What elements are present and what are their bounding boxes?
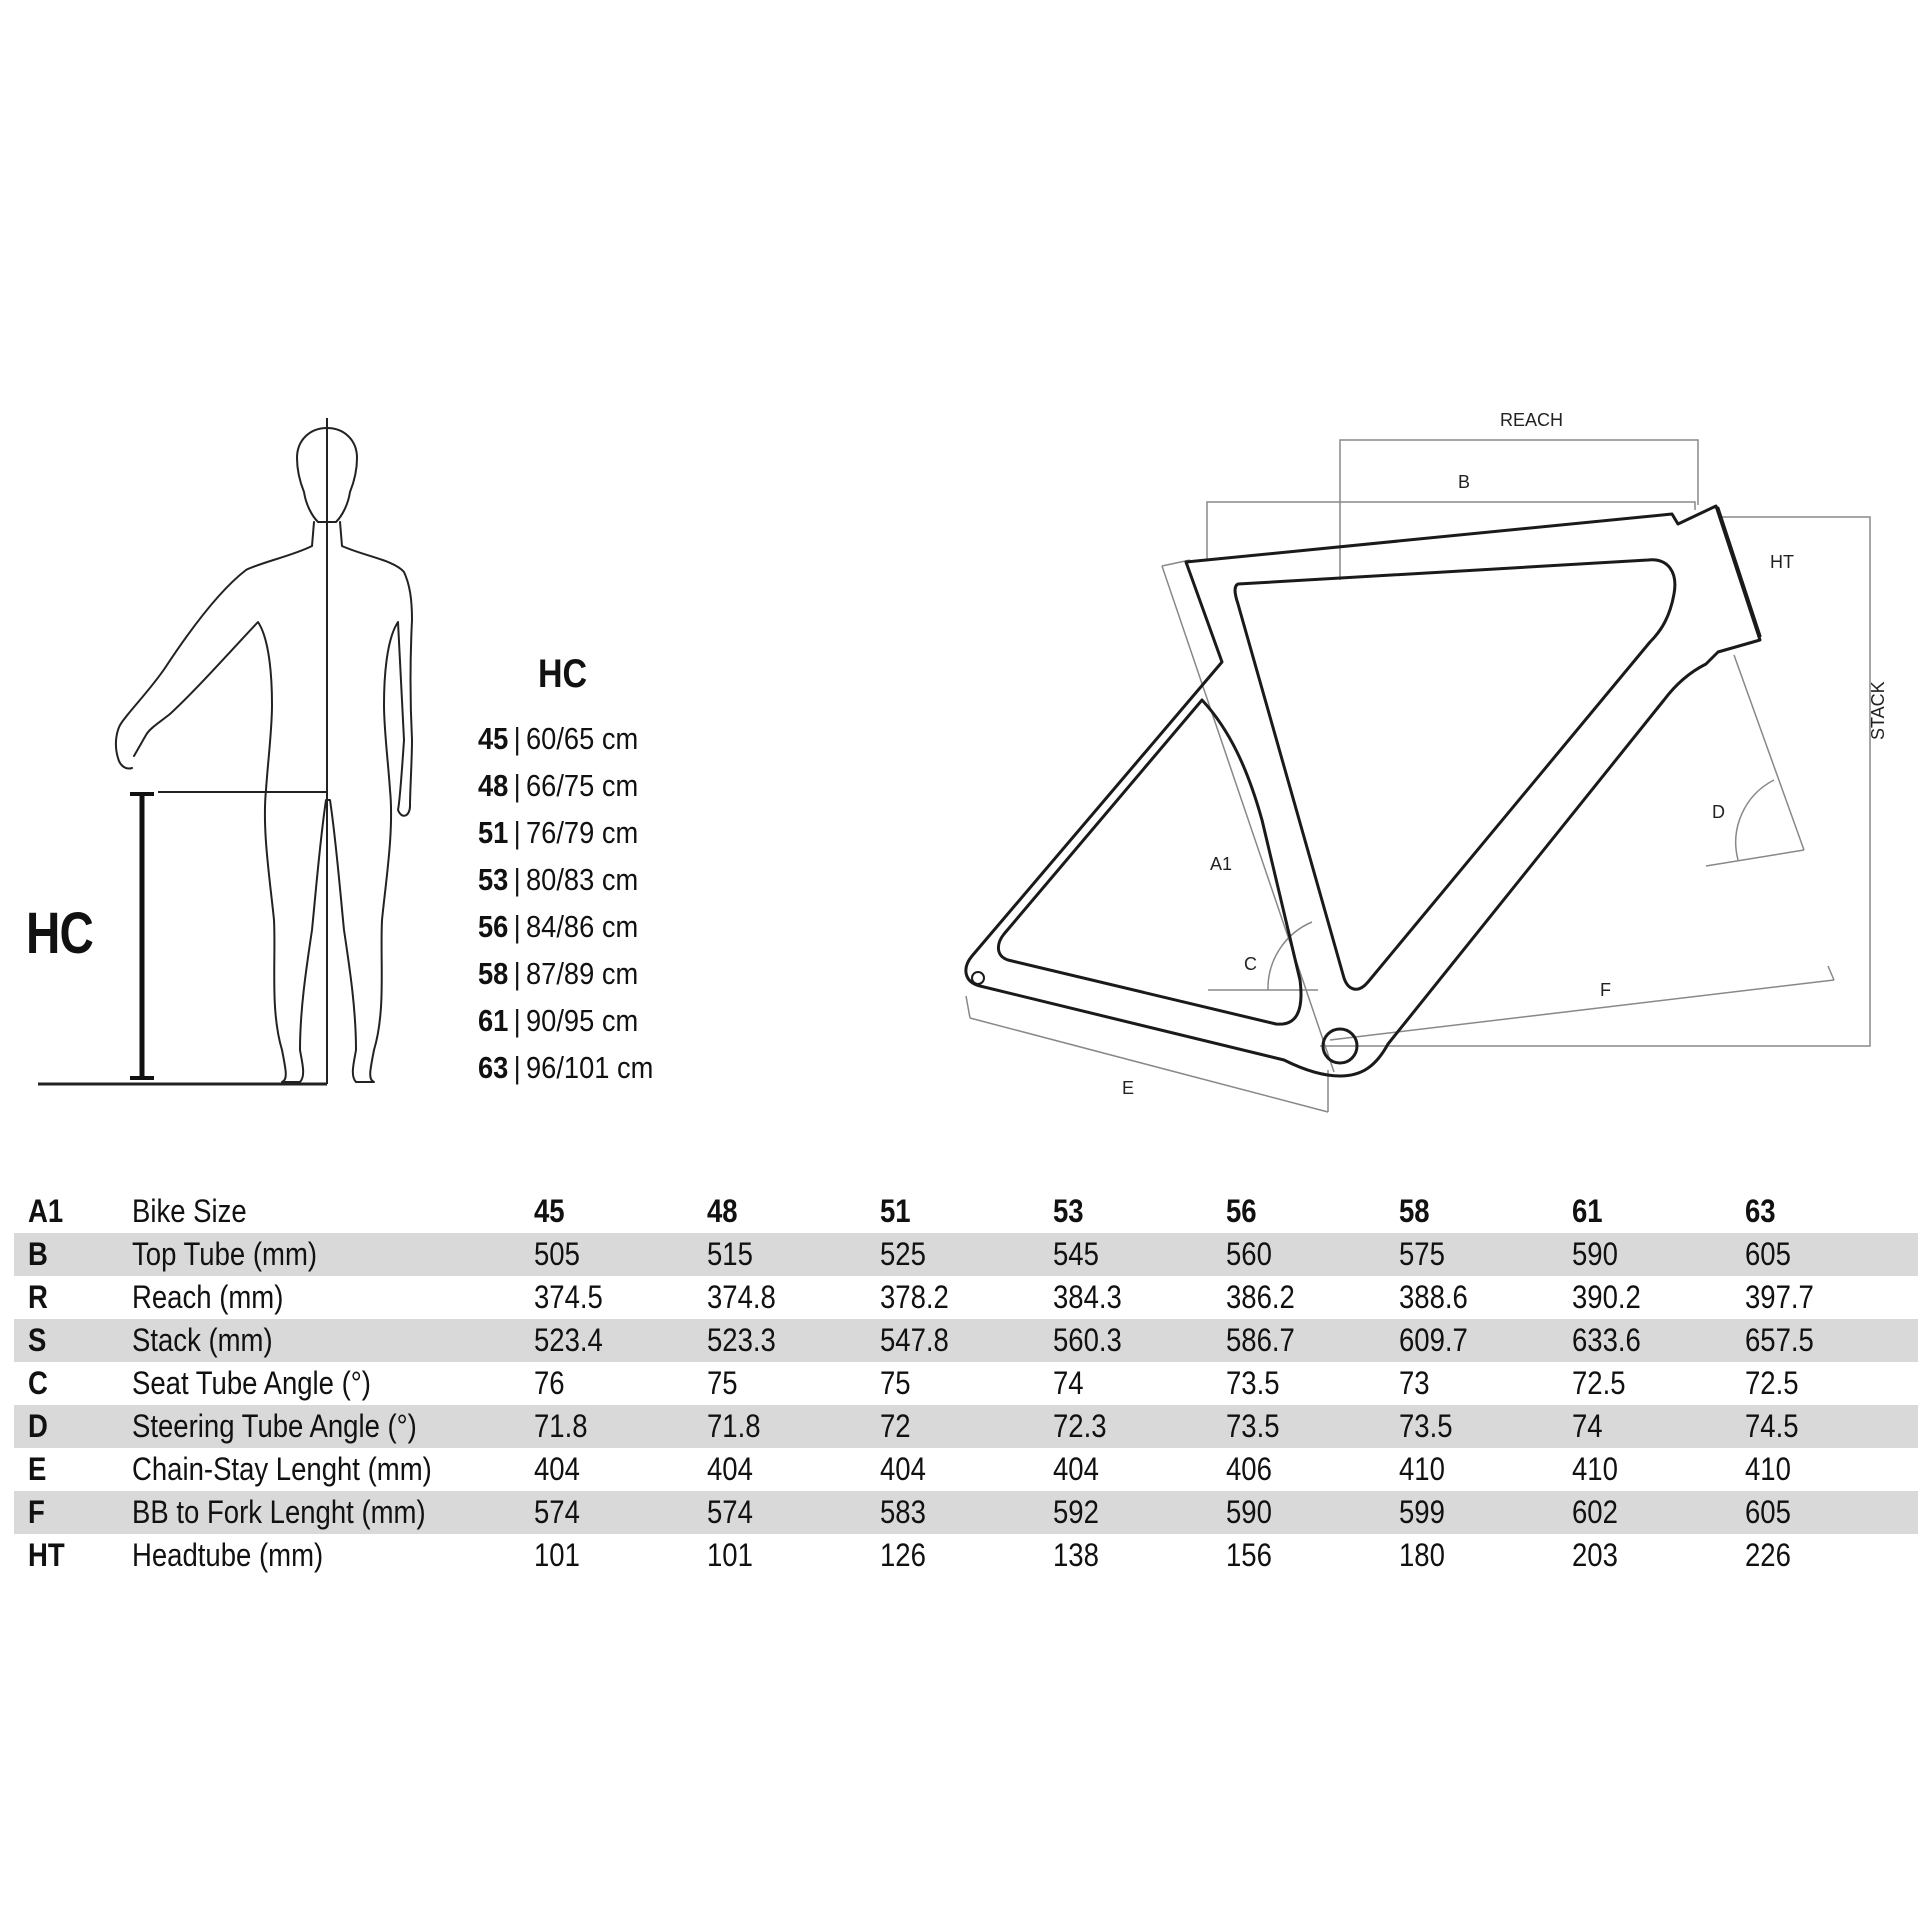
hc-size-value: 53 (478, 862, 509, 897)
row-value (1053, 1405, 1226, 1448)
row-value (1053, 1276, 1226, 1319)
head-angle-guide (1734, 655, 1804, 850)
hc-size-separator: | (513, 909, 521, 944)
row-label (132, 1534, 534, 1577)
row-value (1572, 1233, 1745, 1276)
label-ht: HT (1770, 552, 1794, 572)
row-label-text: Headtube (mm) (132, 1537, 324, 1573)
hc-size-separator: | (513, 862, 521, 897)
row-value (1226, 1319, 1399, 1362)
row-value (1572, 1276, 1745, 1319)
row-label (132, 1233, 534, 1276)
row-value (1745, 1233, 1918, 1276)
row-value (1745, 1362, 1918, 1405)
row-code (14, 1448, 132, 1491)
label-b: B (1458, 472, 1471, 492)
row-value-text: 575 (1399, 1236, 1445, 1272)
geometry-table-body (14, 1190, 1918, 1577)
table-row (14, 1190, 1918, 1233)
row-value (534, 1491, 707, 1534)
row-code-text: E (28, 1451, 47, 1487)
row-value (707, 1491, 880, 1534)
row-label (132, 1319, 534, 1362)
row-value (1572, 1405, 1745, 1448)
row-value-text: 586.7 (1226, 1322, 1295, 1358)
row-value-text: 410 (1399, 1451, 1445, 1487)
table-row (14, 1319, 1918, 1362)
row-value (1399, 1319, 1572, 1362)
row-value-text: 525 (880, 1236, 926, 1272)
row-value (1572, 1319, 1745, 1362)
row-value (1745, 1405, 1918, 1448)
row-value-text: 404 (707, 1451, 753, 1487)
row-value-text: 75 (707, 1365, 738, 1401)
table-row (14, 1405, 1918, 1448)
row-value-text: 657.5 (1745, 1322, 1814, 1358)
row-code (14, 1362, 132, 1405)
fork-length-guide (1330, 980, 1834, 1040)
row-label (132, 1362, 534, 1405)
row-value (1745, 1448, 1918, 1491)
label-c: C (1244, 954, 1257, 974)
hc-size-value: 51 (478, 815, 509, 850)
hc-size-separator: | (513, 768, 521, 803)
row-value (707, 1233, 880, 1276)
row-code-text: HT (28, 1537, 65, 1573)
row-value-text: 388.6 (1399, 1279, 1468, 1315)
row-value (1572, 1448, 1745, 1491)
label-a1: A1 (1210, 854, 1233, 874)
row-value (880, 1362, 1053, 1405)
row-value (1226, 1276, 1399, 1319)
row-value-text: 602 (1572, 1494, 1618, 1530)
row-value (707, 1448, 880, 1491)
row-value (534, 1362, 707, 1405)
row-value (534, 1276, 707, 1319)
hc-size-value: 58 (478, 956, 509, 991)
row-value-text: 404 (880, 1451, 926, 1487)
row-code (14, 1534, 132, 1577)
row-value-text: 72.5 (1572, 1365, 1626, 1401)
row-value-text: 101 (534, 1537, 580, 1573)
hc-list-title: HC (538, 652, 588, 696)
row-code (14, 1491, 132, 1534)
row-value (1226, 1491, 1399, 1534)
table-row (14, 1276, 1918, 1319)
row-value (1572, 1491, 1745, 1534)
row-value-text: 583 (880, 1494, 926, 1530)
row-value (1226, 1534, 1399, 1577)
label-reach: REACH (1500, 410, 1564, 430)
row-value (1053, 1534, 1226, 1577)
label-stack: STACK (1868, 681, 1888, 740)
row-value (1399, 1276, 1572, 1319)
label-d: D (1712, 802, 1725, 822)
row-value-text: 101 (707, 1537, 753, 1573)
row-label-text: Stack (mm) (132, 1322, 273, 1358)
row-value-text: 406 (1226, 1451, 1272, 1487)
row-value (880, 1190, 1053, 1233)
row-value (880, 1276, 1053, 1319)
row-value (1226, 1448, 1399, 1491)
row-code-text: F (28, 1494, 45, 1530)
row-value (1399, 1491, 1572, 1534)
label-f: F (1600, 980, 1611, 1000)
row-value-text: 45 (534, 1193, 565, 1229)
table-row (14, 1233, 1918, 1276)
row-code (14, 1190, 132, 1233)
hc-size-separator: | (513, 721, 521, 756)
row-value-text: 126 (880, 1537, 926, 1573)
hc-size-range: 76/79 cm (526, 815, 639, 850)
row-value-text: 72.5 (1745, 1365, 1799, 1401)
row-value-text: 410 (1572, 1451, 1618, 1487)
row-value-text: 74 (1572, 1408, 1603, 1444)
row-value-text: 515 (707, 1236, 753, 1272)
row-value (1053, 1491, 1226, 1534)
row-value (534, 1319, 707, 1362)
row-value-text: 404 (1053, 1451, 1099, 1487)
row-value (1399, 1190, 1572, 1233)
row-value-text: 76 (534, 1365, 565, 1401)
row-value-text: 390.2 (1572, 1279, 1641, 1315)
row-value (1745, 1491, 1918, 1534)
row-value-text: 156 (1226, 1537, 1272, 1573)
row-value (1226, 1405, 1399, 1448)
row-value (534, 1448, 707, 1491)
row-value-text: 53 (1053, 1193, 1084, 1229)
row-value-text: 51 (880, 1193, 911, 1229)
hc-size-separator: | (513, 1050, 521, 1085)
row-value (1572, 1190, 1745, 1233)
row-value (1745, 1319, 1918, 1362)
hc-size-range: 87/89 cm (526, 956, 639, 991)
row-value (707, 1362, 880, 1405)
row-value (880, 1534, 1053, 1577)
row-value-text: 56 (1226, 1193, 1257, 1229)
row-code (14, 1233, 132, 1276)
row-value-text: 397.7 (1745, 1279, 1814, 1315)
row-value-text: 74.5 (1745, 1408, 1799, 1444)
row-value (1053, 1190, 1226, 1233)
stack-guide (1320, 517, 1870, 1046)
row-value (880, 1233, 1053, 1276)
row-label (132, 1276, 534, 1319)
row-value-text: 74 (1053, 1365, 1084, 1401)
row-code-text: D (28, 1408, 48, 1444)
row-value-text: 599 (1399, 1494, 1445, 1530)
row-value-text: 180 (1399, 1537, 1445, 1573)
hc-size-value: 63 (478, 1050, 509, 1085)
row-value-text: 63 (1745, 1193, 1776, 1229)
row-value (1226, 1362, 1399, 1405)
row-code-text: S (28, 1322, 47, 1358)
hc-size-value: 61 (478, 1003, 509, 1038)
row-code (14, 1405, 132, 1448)
row-code-text: C (28, 1365, 48, 1401)
row-value-text: 609.7 (1399, 1322, 1468, 1358)
row-value (534, 1405, 707, 1448)
hc-size-range: 90/95 cm (526, 1003, 639, 1038)
row-value-text: 633.6 (1572, 1322, 1641, 1358)
row-label-text: Chain-Stay Lenght (mm) (132, 1451, 432, 1487)
chainstay-guide (970, 1018, 1328, 1112)
row-value-text: 560.3 (1053, 1322, 1122, 1358)
row-value (707, 1405, 880, 1448)
row-value-text: 58 (1399, 1193, 1430, 1229)
row-value (1399, 1362, 1572, 1405)
row-value-text: 547.8 (880, 1322, 949, 1358)
row-label-text: BB to Fork Lenght (mm) (132, 1494, 426, 1530)
row-value-text: 605 (1745, 1494, 1791, 1530)
row-value-text: 574 (707, 1494, 753, 1530)
row-value-text: 523.4 (534, 1322, 603, 1358)
row-value (880, 1405, 1053, 1448)
row-value-text: 592 (1053, 1494, 1099, 1530)
row-value (1745, 1534, 1918, 1577)
row-label-text: Bike Size (132, 1193, 247, 1229)
hc-size-range: 84/86 cm (526, 909, 639, 944)
row-label-text: Steering Tube Angle (°) (132, 1408, 417, 1444)
row-value-text: 378.2 (880, 1279, 949, 1315)
row-value (1745, 1276, 1918, 1319)
hc-big-label: HC (26, 901, 94, 966)
table-row (14, 1491, 1918, 1534)
table-row (14, 1362, 1918, 1405)
row-value (1399, 1448, 1572, 1491)
row-value (1745, 1190, 1918, 1233)
row-label-text: Top Tube (mm) (132, 1236, 318, 1272)
row-value-text: 574 (534, 1494, 580, 1530)
row-value-text: 386.2 (1226, 1279, 1295, 1315)
row-label-text: Seat Tube Angle (°) (132, 1365, 371, 1401)
table-row (14, 1534, 1918, 1577)
row-value (1399, 1233, 1572, 1276)
row-value-text: 73.5 (1226, 1365, 1280, 1401)
row-value (880, 1319, 1053, 1362)
row-value (534, 1233, 707, 1276)
row-value-text: 590 (1226, 1494, 1272, 1530)
hc-size-separator: | (513, 815, 521, 850)
hc-size-range: 66/75 cm (526, 768, 639, 803)
row-value-text: 73.5 (1226, 1408, 1280, 1444)
row-value-text: 61 (1572, 1193, 1603, 1229)
row-label (132, 1491, 534, 1534)
row-value-text: 545 (1053, 1236, 1099, 1272)
row-value-text: 560 (1226, 1236, 1272, 1272)
row-value (880, 1491, 1053, 1534)
hc-size-separator: | (513, 1003, 521, 1038)
row-value (534, 1190, 707, 1233)
head-tube (1718, 508, 1760, 636)
row-value (1226, 1233, 1399, 1276)
hc-size-value: 45 (478, 721, 509, 756)
row-value-text: 410 (1745, 1451, 1791, 1487)
row-label (132, 1448, 534, 1491)
hc-size-range: 60/65 cm (526, 721, 639, 756)
frame-outer-outline (966, 506, 1760, 1076)
row-value-text: 72 (880, 1408, 911, 1444)
row-value-text: 73.5 (1399, 1408, 1453, 1444)
row-value (1399, 1405, 1572, 1448)
row-value (707, 1319, 880, 1362)
hc-size-value: 56 (478, 909, 509, 944)
rear-dropout (972, 972, 984, 984)
hc-size-separator: | (513, 956, 521, 991)
row-value-text: 75 (880, 1365, 911, 1401)
hc-size-value: 48 (478, 768, 509, 803)
row-value (1572, 1362, 1745, 1405)
row-value-text: 226 (1745, 1537, 1791, 1573)
row-value (1226, 1190, 1399, 1233)
row-value (534, 1534, 707, 1577)
row-label-text: Reach (mm) (132, 1279, 284, 1315)
row-code-text: B (28, 1236, 48, 1272)
row-value-text: 374.8 (707, 1279, 776, 1315)
row-label (132, 1190, 534, 1233)
row-code-text: A1 (28, 1193, 64, 1229)
row-value-text: 73 (1399, 1365, 1430, 1401)
row-value (1053, 1319, 1226, 1362)
row-label (132, 1405, 534, 1448)
row-value (707, 1276, 880, 1319)
row-value (1572, 1534, 1745, 1577)
row-code (14, 1276, 132, 1319)
row-value (880, 1448, 1053, 1491)
row-value (1399, 1534, 1572, 1577)
geometry-table (14, 1190, 1918, 1577)
row-value-text: 523.3 (707, 1322, 776, 1358)
row-value-text: 590 (1572, 1236, 1618, 1272)
row-value-text: 71.8 (707, 1408, 761, 1444)
row-value-text: 384.3 (1053, 1279, 1122, 1315)
row-value-text: 505 (534, 1236, 580, 1272)
row-code (14, 1319, 132, 1362)
table-row (14, 1448, 1918, 1491)
row-value-text: 374.5 (534, 1279, 603, 1315)
row-value (1053, 1362, 1226, 1405)
row-value-text: 138 (1053, 1537, 1099, 1573)
row-value-text: 48 (707, 1193, 738, 1229)
row-value-text: 71.8 (534, 1408, 588, 1444)
row-value (707, 1190, 880, 1233)
hc-size-range: 96/101 cm (526, 1050, 654, 1085)
row-value-text: 72.3 (1053, 1408, 1107, 1444)
hc-size-range: 80/83 cm (526, 862, 639, 897)
row-value-text: 605 (1745, 1236, 1791, 1272)
row-value (707, 1534, 880, 1577)
row-value-text: 404 (534, 1451, 580, 1487)
row-value (1053, 1233, 1226, 1276)
row-code-text: R (28, 1279, 48, 1315)
frame-inner-triangle (1235, 560, 1675, 989)
label-e: E (1122, 1078, 1135, 1098)
row-value (1053, 1448, 1226, 1491)
row-value-text: 203 (1572, 1537, 1618, 1573)
